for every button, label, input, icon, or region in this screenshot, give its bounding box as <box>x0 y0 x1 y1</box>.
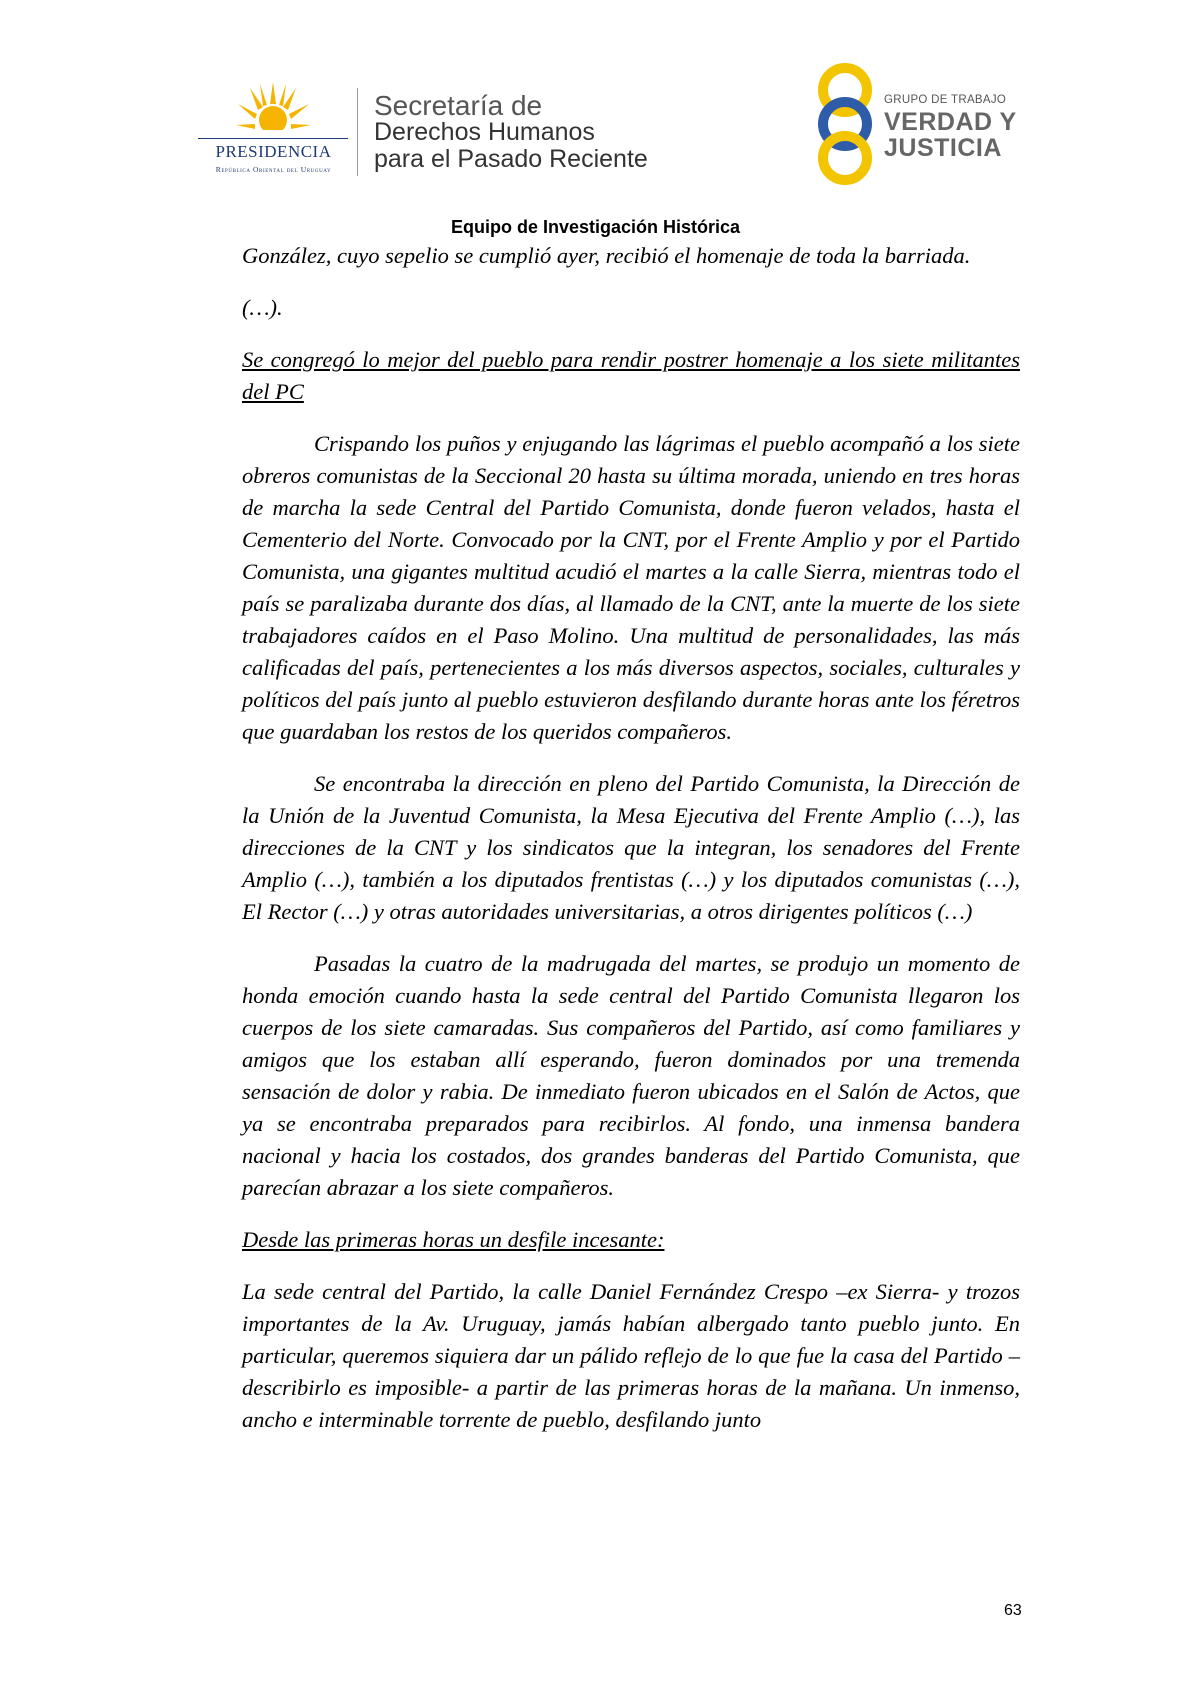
paragraph-4: Se encontraba la dirección en pleno del Partido Comunista, la Dirección de la Unión de la Juventud Comunista, la Mesa Ejecutiva del Frente Amplio (…), las direcciones de la CNT y los sindicatos que la integran, los senadores del Frente Amplio (…), también a los diputados frentistas (…) y los diputados comunistas (…), El Rector (…) y otras autoridades universitarias, a otros dirigentes políticos (…) <box>242 771 1020 924</box>
sun-icon <box>236 80 311 138</box>
paragraph-5: Pasadas la cuatro de la madrugada del martes, se produjo un momento de honda emoción cuando hasta la sede central del Partido Comunista llegaron los cuerpos de los siete camaradas. Sus compañeros del Partido, así como familiares y amigos que los estaban allí esperando, fueron dominados por una tremenda sensación de dolor y rabia. De inmediato fueron ubicados en el Salón de Actos, que ya se encontraba preparados para recibirlos. Al fondo, una inmensa bandera nacional y hacia los costados, dos grandes banderas del Partido Comunista, que parecían abrazar a los siete compañeros. <box>242 951 1020 1200</box>
paragraph-1: González, cuyo sepelio se cumplió ayer, recibió el homenaje de toda la barriada. <box>242 243 971 268</box>
rings-icon <box>810 62 880 187</box>
grupo-line2: JUSTICIA <box>884 134 1002 162</box>
secretaria-title <box>374 92 648 173</box>
presidencia-logo <box>196 80 351 175</box>
secretaria-line3: para el Pasado Reciente <box>374 145 648 173</box>
page-number: 63 <box>1004 1602 1022 1619</box>
paragraph-3: Crispando los puños y enjugando las lágrimas el pueblo acompañó a los siete obreros comunistas de la Seccional 20 hasta su última morada, uniendo en tres horas de marcha la sede Central del Partido Comunista, donde fueron velados, hasta el Cementerio del Norte. Convocado por la CNT, por el Frente Amplio y por el Partido Comunista, una gigantes multitud acudió el martes a la calle Sierra, mientras todo el país se paralizaba durante dos días, al llamado de la CNT, ante la muerte de los siete trabajadores caídos en el Paso Molino. Una multitud de personalidades, las más calificadas del país, pertenecientes a los más diversos aspectos, sociales, culturales y políticos del país junto al pueblo estuvieron desfilando durante horas ante los féretros que guardaban los restos de los queridos compañeros. <box>242 431 1020 744</box>
grupo-line1: VERDAD Y <box>884 108 1017 136</box>
paragraph-2: (…). <box>242 295 283 320</box>
paragraph-6: La sede central del Partido, la calle Daniel Fernández Crespo –ex Sierra- y trozos importantes de la Av. Uruguay, jamás habían albergado tanto pueblo junto. En particular, queremos siquiera dar un pálido reflejo de lo que fue la casa del Partido –describirlo es imposible- a partir de las primeras horas de la mañana. Un inmenso, ancho e interminable torrente de pueblo, desfilando junto <box>242 1279 1020 1432</box>
subheading-2: Desde las primeras horas un desfile incesante: <box>242 1227 665 1252</box>
grupo-trabajo-logo <box>810 62 1030 187</box>
presidencia-subtitle: República Oriental del Uruguay <box>215 165 332 174</box>
document-body <box>242 240 1020 1436</box>
presidencia-name: PRESIDENCIA <box>215 142 332 161</box>
equipo-title: Equipo de Investigación Histórica <box>450 217 741 237</box>
grupo-small: GRUPO DE TRABAJO <box>884 94 1007 106</box>
page-header <box>0 0 1191 215</box>
header-divider <box>357 88 358 176</box>
subheading-1: Se congregó lo mejor del pueblo para rendir postrer homenaje a los siete militantes del PC <box>242 347 1020 404</box>
secretaria-line2: Derechos Humanos <box>374 118 595 146</box>
secretaria-line1: Secretaría de <box>374 90 543 121</box>
